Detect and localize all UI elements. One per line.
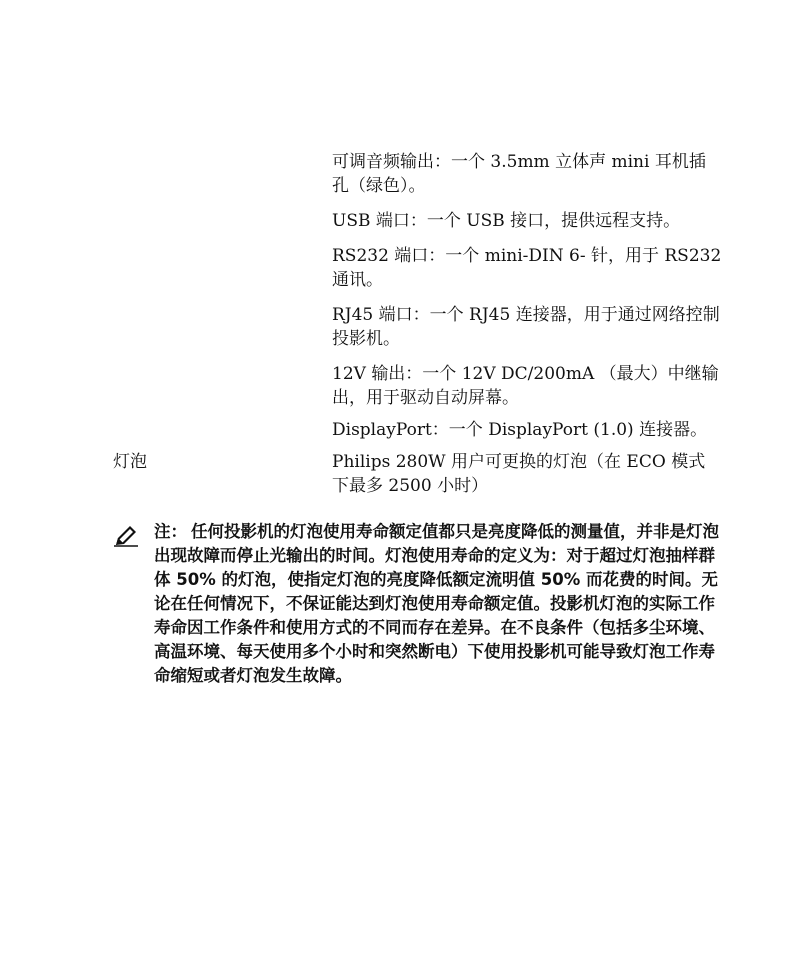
note-block xyxy=(113,520,733,688)
lamp-row xyxy=(0,450,800,498)
spec-table xyxy=(0,150,800,509)
connectors-row xyxy=(0,150,800,442)
rs232-port-spec: RS232 端口：一个 mini-DIN 6- 针，用于 RS232 通讯。 xyxy=(332,246,722,290)
displayport-spec: DisplayPort：一个 DisplayPort (1.0) 连接器。 xyxy=(332,420,708,440)
note-label: 注： xyxy=(154,522,187,541)
lamp-value xyxy=(332,450,722,498)
pencil-note-icon xyxy=(113,525,139,547)
note-body: 任何投影机的灯泡使用寿命额定值都只是亮度降低的测量值，并非是灯泡出现故障而停止光输出的时间。灯泡使用寿命的定义为：对于超过灯泡抽样群体 50% 的灯泡，使指定灯泡的亮度降低额定流明值 50% 而花费的时间。无论在任何情况下，不保证能达到灯泡使用寿命额定值。投影机灯泡的实际工作寿命因工作条件和使用方式的不同而存在差异。在不良条件（包括多尘环境、高温环境、每天使用多个小时和突然断电）下使用投影机可能导致灯泡工作寿命缩短或者灯泡发生故障。 xyxy=(154,522,719,685)
usb-port-spec: USB 端口：一个 USB 接口，提供远程支持。 xyxy=(332,211,681,231)
connectors-value xyxy=(332,150,722,442)
note-text xyxy=(154,520,729,688)
lamp-label: 灯泡 xyxy=(113,452,147,472)
12v-out-spec: 12V 输出：一个 12V DC/200mA （最大）中继输出，用于驱动自动屏幕。 xyxy=(332,364,719,408)
rj45-port-spec: RJ45 端口：一个 RJ45 连接器，用于通过网络控制投影机。 xyxy=(332,305,720,349)
audio-out-spec: 可调音频输出：一个 3.5mm 立体声 mini 耳机插孔（绿色）。 xyxy=(332,152,706,196)
lamp-spec: Philips 280W 用户可更换的灯泡（在 ECO 模式下最多 2500 小时） xyxy=(332,452,706,496)
